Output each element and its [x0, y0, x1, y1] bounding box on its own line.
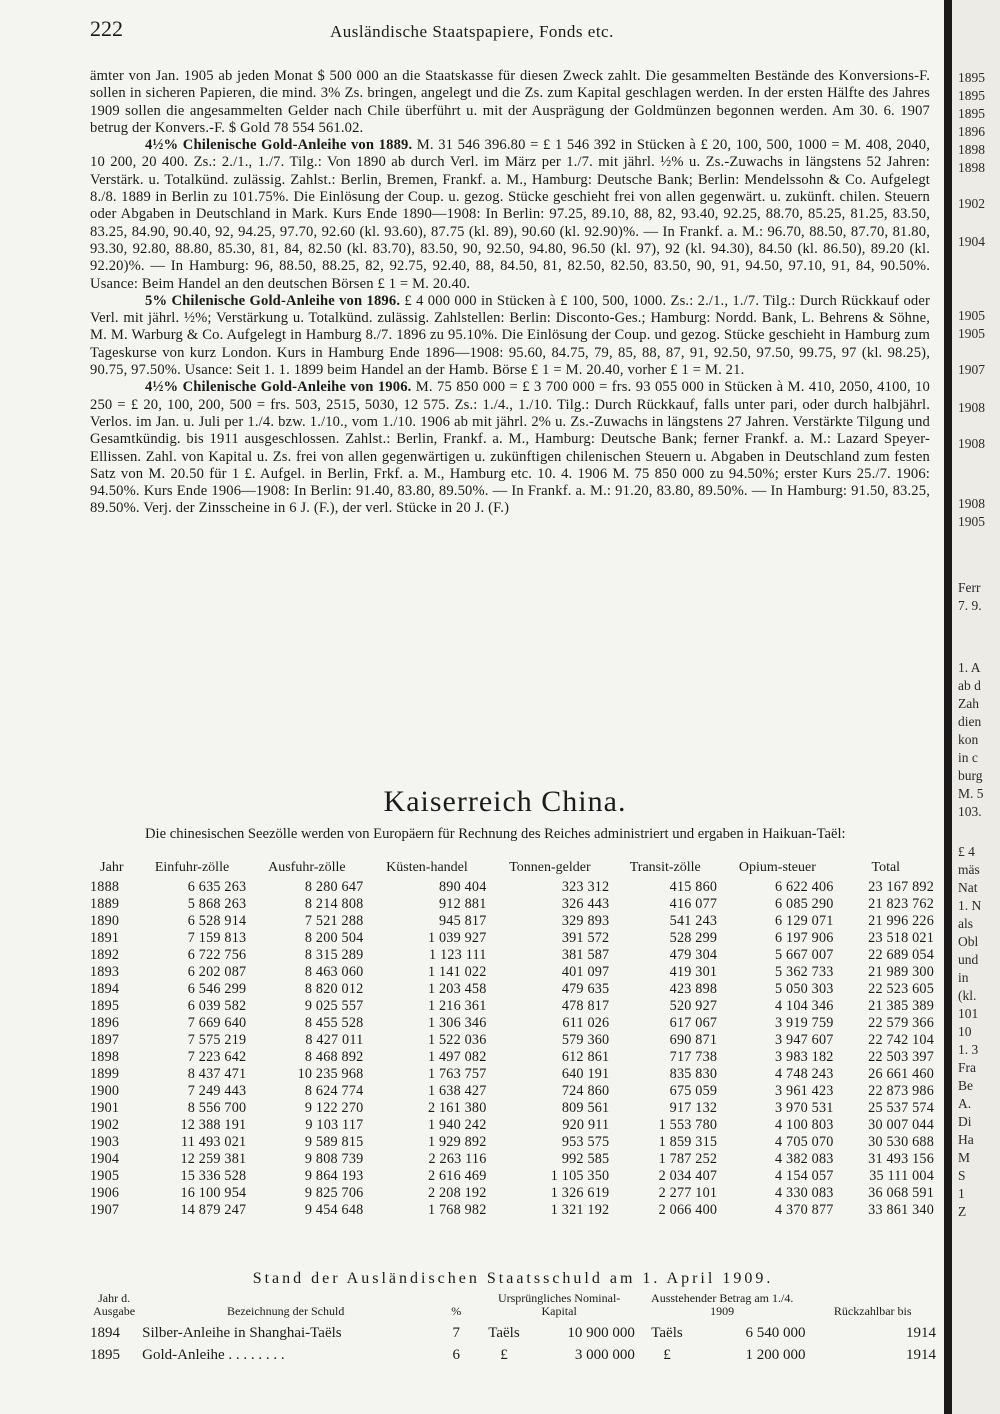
column-header: Jahr d. Ausgabe [93, 1291, 136, 1318]
strip-fragment: £ 4 [958, 844, 975, 859]
value-cell: 912 881 [439, 896, 487, 912]
value-cell: 12 388 191 [180, 1117, 247, 1133]
value-cell: 2 208 192 [427, 1185, 487, 1201]
debt-out-cur-cell: Taëls [651, 1324, 683, 1341]
table-row [88, 1202, 936, 1219]
value-cell: 329 893 [561, 913, 610, 929]
value-cell: 391 572 [561, 930, 610, 946]
column-header: Küsten-handel [386, 860, 468, 875]
value-cell: 5 362 733 [775, 964, 834, 980]
value-cell: 7 223 642 [187, 1049, 247, 1065]
strip-fragment: 103. [958, 804, 982, 819]
value-cell: 22 523 605 [868, 981, 934, 997]
value-cell: 3 919 759 [775, 1015, 834, 1031]
strip-fragment: 1895 [958, 106, 985, 121]
foreign-debt-heading: Stand der Ausländischen Staatsschuld am 1. April 1909. [252, 1270, 774, 1287]
debt-out-cur-cell: £ [663, 1346, 671, 1363]
value-cell: 1 638 427 [427, 1083, 487, 1099]
column-header: Einfuhr-zölle [154, 860, 230, 875]
year-cell: 1893 [90, 964, 120, 980]
value-cell: 611 026 [562, 1015, 610, 1031]
value-cell: 541 243 [669, 913, 718, 929]
strip-fragment: 101 [958, 1006, 979, 1021]
year-cell: 1906 [90, 1185, 120, 1201]
strip-fragment: Z [958, 1204, 967, 1219]
value-cell: 21 385 389 [868, 998, 934, 1014]
year-cell: 1899 [90, 1066, 120, 1082]
value-cell: 21 823 762 [868, 896, 934, 912]
strip-fragment: 1895 [958, 70, 985, 85]
value-cell: 6 129 071 [775, 913, 834, 929]
value-cell: 724 860 [561, 1083, 610, 1099]
debt-year-cell: 1894 [90, 1324, 120, 1341]
value-cell: 2 263 116 [428, 1151, 487, 1167]
strip-fragment: A. [958, 1096, 972, 1111]
strip-fragment: 1. N [958, 898, 982, 913]
column-header: Ausstehender Betrag am 1./4. 1909 [651, 1291, 794, 1318]
year-cell: 1896 [90, 1015, 120, 1031]
strip-fragment: 1907 [958, 362, 985, 377]
strip-fragment: 1896 [958, 124, 985, 139]
year-cell: 1901 [90, 1100, 120, 1116]
value-cell: 35 111 004 [869, 1168, 934, 1184]
debt-out-amt-cell: 6 540 000 [745, 1324, 806, 1341]
value-cell: 4 100 803 [775, 1117, 834, 1133]
strip-fragment: 1898 [958, 142, 985, 157]
strip-fragment: 1 [958, 1186, 965, 1201]
value-cell: 5 667 007 [775, 947, 834, 963]
table-row [88, 998, 936, 1015]
table-row [88, 1134, 936, 1151]
value-cell: 6 528 914 [187, 913, 247, 929]
value-cell: 401 097 [561, 964, 610, 980]
value-cell: 1 553 780 [658, 1117, 718, 1133]
value-cell: 6 622 406 [775, 879, 834, 895]
paragraph-loan-1906 [90, 379, 930, 517]
value-cell: 22 742 104 [868, 1032, 934, 1048]
value-cell: 36 068 591 [868, 1185, 934, 1201]
value-cell: 9 864 193 [304, 1168, 364, 1184]
column-header: Ursprüngliches Nominal-Kapital [497, 1291, 621, 1318]
value-cell: 9 122 270 [304, 1100, 364, 1116]
year-cell: 1903 [90, 1134, 120, 1150]
strip-fragment: (kl. [958, 988, 977, 1003]
strip-fragment: 7. 9. [958, 598, 982, 613]
value-cell: 1 763 757 [427, 1066, 487, 1082]
value-cell: 22 873 986 [868, 1083, 934, 1099]
value-cell: 8 280 647 [304, 879, 364, 895]
value-cell: 415 860 [669, 879, 718, 895]
paragraph-text: ämter von Jan. 1905 ab jeden Monat $ 500 000 an die Staatskasse für diesen Zweck zahlt. Die gesammelten Bestände des Konversions-F. sollen in sicheren Papieren, die mind. 3% Zs. bringen, angelegt und die Zs. zum Kapital geschlagen werden. In der ersten Hälfte des Jahres 1909 sollen die angesammelten Gelder nach Chile überführt u. mit der Ausprägung der Goldmünzen begonnen werden. Am 30. 6. 1907 betrug der Konvers.-F. $ Gold 78 554 561.02. [90, 68, 930, 136]
value-cell: 1 039 927 [427, 930, 487, 946]
value-cell: 2 066 400 [658, 1202, 718, 1218]
value-cell: 9 808 739 [304, 1151, 364, 1167]
paragraph-loan-1889 [90, 137, 930, 293]
value-cell: 30 530 688 [868, 1134, 934, 1150]
debt-year-cell: 1895 [90, 1346, 120, 1363]
value-cell: 3 970 531 [775, 1100, 834, 1116]
table-row [88, 1066, 936, 1083]
value-cell: 22 689 054 [868, 947, 934, 963]
value-cell: 520 927 [669, 998, 718, 1014]
paragraph-conversion-fund [90, 68, 930, 137]
strip-fragment: kon [958, 732, 979, 747]
value-cell: 3 983 182 [775, 1049, 834, 1065]
column-header: Ausfuhr-zölle [268, 860, 346, 875]
value-cell: 2 277 101 [658, 1185, 718, 1201]
table-row [88, 1083, 936, 1100]
value-cell: 7 521 288 [304, 913, 364, 929]
value-cell: 617 067 [669, 1015, 718, 1031]
column-header: Bezeichnung der Schuld [227, 1304, 345, 1318]
paragraph-text: M. 31 546 396.80 = £ 1 546 392 in Stücken à £ 20, 100, 500, 1000 = M. 408, 2040, 10 200, 20 400. Zs.: 2./1., 1./7. Tilg.: Von 1890 ab durch Verl. im März per 1./7. mit jährl. ½% u. Zs.-Zuwachs in längstens 52 Jahren: Verstärk. u. Totalkünd. zulässig. Zahlst.: Berlin, Bremen, Frankf. a. M., Hamburg: Deutsche Bank; Berlin: Mendelssohn & Co. Aufgelegt 8./8. 1889 in Berlin zu 101.75%. Die Einlösung der Coup. u. gezog. Stücke geschieht frei von allen gegenwärt. u. zukünft. chilen. Steuern oder Abgaben in Deutschland in Mark. Kurs Ende 1890—1908: In Berlin: 97.25, 89.10, 88, 82, 93.40, 92.25, 88.70, 85.25, 81.25, 83.50, 83.25, 84.90, 90.40, 92, 94.25, 97.70, 92.60 (kl. 93.60), 87.75 (kl. 89), 90.60 (kl. 92.90)%. — In Frankf. a. M.: 96.70, 88.50, 87.70, 81.80, 93.30, 92.80, 88.80, 85.30, 81, 84, 82.50 (kl. 83.70), 83.50, 90, 92.50, 94.80, 96.50 (kl. 97), 92 (kl. 94.30), 84.50 (kl. 86.50), 89.20 (kl. 92.20)%. — In Hamburg: 96, 88.50, 88.25, 82, 92.75, 92.40, 88, 84.50, 81, 82.50, 82.50, 83.50, 90, 91, 94.50, 97.10, 91, 84, 90.50%. Usance: Beim Handel an den deutschen Börsen £ 1 = M. 20.40. [90, 137, 930, 292]
value-cell: 992 585 [561, 1151, 610, 1167]
value-cell: 16 100 954 [180, 1185, 247, 1201]
strip-fragment: 1905 [958, 514, 985, 529]
value-cell: 3 947 607 [775, 1032, 834, 1048]
value-cell: 5 868 263 [187, 896, 247, 912]
value-cell: 8 463 060 [304, 964, 364, 980]
value-cell: 9 454 648 [304, 1202, 364, 1218]
value-cell: 1 203 458 [427, 981, 487, 997]
value-cell: 23 518 021 [868, 930, 934, 946]
column-header: % [451, 1304, 462, 1318]
debt-until-cell: 1914 [906, 1324, 936, 1341]
strip-fragment: dien [958, 714, 982, 729]
value-cell: 4 748 243 [775, 1066, 834, 1082]
value-cell: 717 738 [669, 1049, 718, 1065]
value-cell: 12 259 381 [180, 1151, 247, 1167]
value-cell: 416 077 [669, 896, 718, 912]
value-cell: 1 787 252 [658, 1151, 718, 1167]
strip-fragment: 10 [958, 1024, 972, 1039]
table-row [88, 1344, 938, 1366]
value-cell: 22 579 366 [868, 1015, 934, 1031]
value-cell: 8 455 528 [304, 1015, 364, 1031]
value-cell: 9 589 815 [304, 1134, 364, 1150]
value-cell: 920 911 [562, 1117, 610, 1133]
value-cell: 1 768 982 [427, 1202, 487, 1218]
value-cell: 8 468 892 [304, 1049, 364, 1065]
paragraph-loan-1896 [90, 293, 930, 379]
value-cell: 2 616 469 [427, 1168, 487, 1184]
table-row [88, 1032, 936, 1049]
strip-fragment: in c [958, 750, 978, 765]
value-cell: 31 493 156 [868, 1151, 934, 1167]
value-cell: 478 817 [561, 998, 610, 1014]
value-cell: 10 235 968 [297, 1066, 364, 1082]
strip-fragment: Zah [958, 696, 979, 711]
adjacent-page-strip [944, 0, 1000, 1414]
value-cell: 7 249 443 [187, 1083, 247, 1099]
strip-fragment: ab d [958, 678, 981, 693]
strip-fragment: 1902 [958, 196, 985, 211]
table-row [88, 1151, 936, 1168]
value-cell: 1 326 619 [550, 1185, 610, 1201]
debt-orig-cur-cell: £ [500, 1346, 508, 1363]
value-cell: 8 437 471 [187, 1066, 247, 1082]
value-cell: 6 635 263 [187, 879, 247, 895]
value-cell: 917 132 [669, 1100, 718, 1116]
strip-fragment: 1905 [958, 308, 985, 323]
value-cell: 675 059 [669, 1083, 718, 1099]
strip-fragment: 1908 [958, 400, 985, 415]
table-row [88, 964, 936, 981]
strip-fragment: 1904 [958, 234, 985, 249]
table-row [88, 1117, 936, 1134]
year-cell: 1891 [90, 930, 120, 946]
debt-orig-amt-cell: 10 900 000 [567, 1324, 635, 1341]
table-row [88, 896, 936, 913]
value-cell: 21 996 226 [868, 913, 934, 929]
value-cell: 2 034 407 [658, 1168, 718, 1184]
value-cell: 30 007 044 [868, 1117, 934, 1133]
strip-fragment: 1895 [958, 88, 985, 103]
debt-rate-cell: 7 [452, 1324, 461, 1341]
column-header: Total [871, 860, 901, 875]
value-cell: 2 161 380 [427, 1100, 487, 1116]
paragraph-text: M. 75 850 000 = £ 3 700 000 = frs. 93 055 000 in Stücken à M. 410, 2050, 4100, 10 250 = £ 20, 100, 200, 500 = frs. 503, 2515, 5030, 12 575. Zs.: 1./4., 1./10. Tilg.: Durch Rückkauf, falls unter pari, oder durch halbjährl. Verlos. im Jan. u. Juli per 1./4. bzw. 1./10., vom 1./10. 1906 ab mit jährl. 2% u. Zs.-Zuwachs in längstens 27 Jahren. Verstärkte Tilgung und Gesamtkündig. bis 1911 ausgeschlossen. Zahlst.: Berlin, Frankf. a. M., Hamburg: Deutsche Bank; ferner Frankf. a. M.: Lazard Speyer-Ellissen. Zahl. von Kapital u. Zs. frei von allen gegenwärtigen u. zukünftigen chilenischen Steuern u. Abgaben in Deutschland zum festen Satz von M. 20.50 für 1 £. Aufgel. in Berlin, Frkf. a. M., Hamburg etc. 10. 4. 1906 M. 75 850 000 zu 94.50%; erster Kurs 25./7. 1906: 94.50%. Kurs Ende 1906—1908: In Berlin: 91.40, 83.80, 89.50%. — In Frankf. a. M.: 91.20, 83.80, 89.50%. — In Hamburg: 91.50, 83.25, 89.50%. Verj. der Zinsscheine in 6 J. (F.), der verl. Stücke in 20 J. (F.) [90, 379, 930, 517]
value-cell: 1 306 346 [427, 1015, 487, 1031]
value-cell: 4 705 070 [775, 1134, 834, 1150]
strip-fragment: 1908 [958, 496, 985, 511]
value-cell: 4 154 057 [775, 1168, 834, 1184]
value-cell: 8 820 012 [304, 981, 364, 997]
table-row [88, 913, 936, 930]
value-cell: 9 025 557 [304, 998, 364, 1014]
debt-orig-amt-cell: 3 000 000 [574, 1346, 635, 1363]
strip-fragment: Ferr [958, 580, 981, 595]
strip-fragment: 1905 [958, 326, 985, 341]
value-cell: 835 830 [669, 1066, 718, 1082]
value-cell: 6 546 299 [187, 981, 247, 997]
debt-orig-cur-cell: Taëls [488, 1324, 520, 1341]
value-cell: 6 039 582 [187, 998, 247, 1014]
value-cell: 1 929 892 [427, 1134, 487, 1150]
strip-fragment: als [958, 916, 973, 931]
year-cell: 1890 [90, 913, 120, 929]
column-header: Tonnen-gelder [509, 860, 591, 875]
strip-fragment: S [958, 1168, 966, 1183]
foreign-debt-table [88, 1292, 938, 1366]
value-cell: 323 312 [561, 879, 610, 895]
value-cell: 1 123 111 [429, 947, 487, 963]
year-cell: 1904 [90, 1151, 120, 1167]
value-cell: 1 859 315 [658, 1134, 718, 1150]
section-title-china: Kaiserreich China. [383, 785, 627, 818]
customs-intro [90, 826, 936, 843]
table-row [88, 879, 936, 896]
strip-fragment: M. 5 [958, 786, 984, 801]
strip-fragment: in [958, 970, 969, 985]
debt-name-cell: Gold-Anleihe . . . . . . . . [142, 1346, 285, 1363]
strip-fragment: M [958, 1150, 971, 1165]
strip-fragment: Di [958, 1114, 972, 1129]
value-cell: 1 216 361 [427, 998, 487, 1014]
value-cell: 890 404 [439, 879, 487, 895]
table-row [88, 1049, 936, 1066]
value-cell: 9 103 117 [305, 1117, 364, 1133]
value-cell: 419 301 [669, 964, 718, 980]
column-header: Jahr [100, 860, 124, 875]
value-cell: 8 315 289 [304, 947, 364, 963]
value-cell: 22 503 397 [868, 1049, 934, 1065]
table-row [88, 1185, 936, 1202]
year-cell: 1905 [90, 1168, 120, 1184]
strip-fragment: 1908 [958, 436, 985, 451]
value-cell: 3 961 423 [775, 1083, 834, 1099]
value-cell: 612 861 [561, 1049, 610, 1065]
value-cell: 8 200 504 [304, 930, 364, 946]
value-cell: 1 940 242 [427, 1117, 487, 1133]
value-cell: 6 722 756 [187, 947, 247, 963]
value-cell: 7 575 219 [187, 1032, 247, 1048]
value-cell: 6 085 290 [775, 896, 834, 912]
strip-fragment: Fra [958, 1060, 976, 1075]
column-header: Rückzahlbar bis [833, 1304, 912, 1318]
value-cell: 33 861 340 [868, 1202, 934, 1218]
value-cell: 953 575 [561, 1134, 610, 1150]
year-cell: 1900 [90, 1083, 120, 1099]
value-cell: 479 304 [669, 947, 718, 963]
loan-title: 4½% Chilenische Gold-Anleihe von 1906. [145, 379, 412, 396]
table-row [88, 1015, 936, 1032]
value-cell: 945 817 [439, 913, 487, 929]
value-cell: 6 202 087 [187, 964, 247, 980]
value-cell: 23 167 892 [868, 879, 934, 895]
year-cell: 1902 [90, 1117, 120, 1133]
value-cell: 15 336 528 [180, 1168, 247, 1184]
value-cell: 1 522 036 [427, 1032, 487, 1048]
value-cell: 381 587 [561, 947, 610, 963]
year-cell: 1888 [90, 879, 120, 895]
page-number: 222 [90, 16, 123, 41]
value-cell: 7 159 813 [187, 930, 247, 946]
value-cell: 326 443 [561, 896, 610, 912]
customs-revenue-table [88, 860, 936, 1219]
strip-fragment: 1. 3 [958, 1042, 979, 1057]
strip-fragment: 1. A [958, 660, 981, 675]
strip-fragment: Be [958, 1078, 973, 1093]
value-cell: 1 105 350 [550, 1168, 610, 1184]
strip-fragment: Obl [958, 934, 979, 949]
loan-title: 4½% Chilenische Gold-Anleihe von 1889. [145, 137, 413, 154]
value-cell: 8 214 808 [304, 896, 364, 912]
value-cell: 640 191 [561, 1066, 610, 1082]
value-cell: 4 104 346 [775, 998, 834, 1014]
table-row [88, 981, 936, 998]
strip-fragment: Nat [958, 880, 978, 895]
value-cell: 528 299 [669, 930, 718, 946]
loan-title: 5% Chilenische Gold-Anleihe von 1896. [145, 292, 401, 309]
table-row [88, 1100, 936, 1117]
debt-out-amt-cell: 1 200 000 [745, 1346, 806, 1363]
value-cell: 4 330 083 [775, 1185, 834, 1201]
debt-rate-cell: 6 [452, 1346, 461, 1363]
value-cell: 423 898 [669, 981, 718, 997]
value-cell: 809 561 [561, 1100, 610, 1116]
strip-fragment: mäs [958, 862, 980, 877]
table-row [88, 930, 936, 947]
debt-name-cell: Silber-Anleihe in Shanghai-Taëls [142, 1324, 342, 1341]
strip-fragment: und [958, 952, 979, 967]
year-cell: 1889 [90, 896, 120, 912]
year-cell: 1894 [90, 981, 120, 997]
column-header: Opium-steuer [738, 860, 816, 875]
value-cell: 1 321 192 [550, 1202, 610, 1218]
value-cell: 1 141 022 [427, 964, 487, 980]
value-cell: 7 669 640 [187, 1015, 247, 1031]
table-row [88, 947, 936, 964]
year-cell: 1897 [90, 1032, 120, 1048]
value-cell: 8 556 700 [187, 1100, 247, 1116]
strip-fragment: Ha [958, 1132, 974, 1147]
year-cell: 1895 [90, 998, 120, 1014]
intro-text: Die chinesischen Seezölle werden von Europäern für Rechnung des Reiches administriert und ergaben in Haikuan-Taël: [145, 826, 846, 842]
strip-fragment: burg [958, 768, 983, 783]
value-cell: 11 493 021 [180, 1134, 247, 1150]
paragraph-text: £ 4 000 000 in Stücken à £ 100, 500, 1000. Zs.: 2./1., 1./7. Tilg.: Durch Rückkauf oder Verl. mit jährl. ½%; Verstärkung u. Totalkünd. zulässig. Zahlstellen: Berlin: Disconto-Ges.; Hamburg: Nordd. Bank, L. Behrens & Söhne, M. M. Warburg & Co. Aufgelegt in Hamburg 8./7. 1896 zu 95.10%. Die Einlösung der Coup. und gezog. Stücke geschieht in Hamburg zum Tageskurse von kurz London. Kurs in Hamburg Ende 1896—1908: 95.60, 84.75, 79, 85, 88, 87, 91, 92.50, 97.50, 99.75, 97 (kl. 98.25), 90.75, 97.50%. Usance: Seit 1. 1. 1899 beim Handel an der Hamb. Börse £ 1 = M. 20.40, vorher £ 1 = M. 21. [90, 292, 930, 379]
value-cell: 6 197 906 [775, 930, 834, 946]
binding-gutter [944, 0, 952, 1414]
value-cell: 21 989 300 [868, 964, 934, 980]
table-row [88, 1168, 936, 1185]
year-cell: 1898 [90, 1049, 120, 1065]
value-cell: 690 871 [669, 1032, 718, 1048]
strip-fragment: 1898 [958, 160, 985, 175]
value-cell: 5 050 303 [775, 981, 834, 997]
value-cell: 26 661 460 [868, 1066, 934, 1082]
value-cell: 8 624 774 [304, 1083, 364, 1099]
value-cell: 4 382 083 [775, 1151, 834, 1167]
year-cell: 1892 [90, 947, 120, 963]
chile-loans-text [90, 68, 930, 518]
value-cell: 579 360 [561, 1032, 610, 1048]
value-cell: 14 879 247 [180, 1202, 247, 1218]
value-cell: 1 497 082 [427, 1049, 487, 1065]
debt-until-cell: 1914 [906, 1346, 936, 1363]
running-title: Ausländische Staatspapiere, Fonds etc. [330, 22, 614, 41]
table-row [88, 1322, 938, 1344]
value-cell: 9 825 706 [304, 1185, 364, 1201]
year-cell: 1907 [90, 1202, 120, 1218]
column-header: Transit-zölle [629, 860, 701, 875]
value-cell: 479 635 [561, 981, 610, 997]
value-cell: 4 370 877 [775, 1202, 834, 1218]
value-cell: 25 537 574 [868, 1100, 934, 1116]
value-cell: 8 427 011 [305, 1032, 364, 1048]
